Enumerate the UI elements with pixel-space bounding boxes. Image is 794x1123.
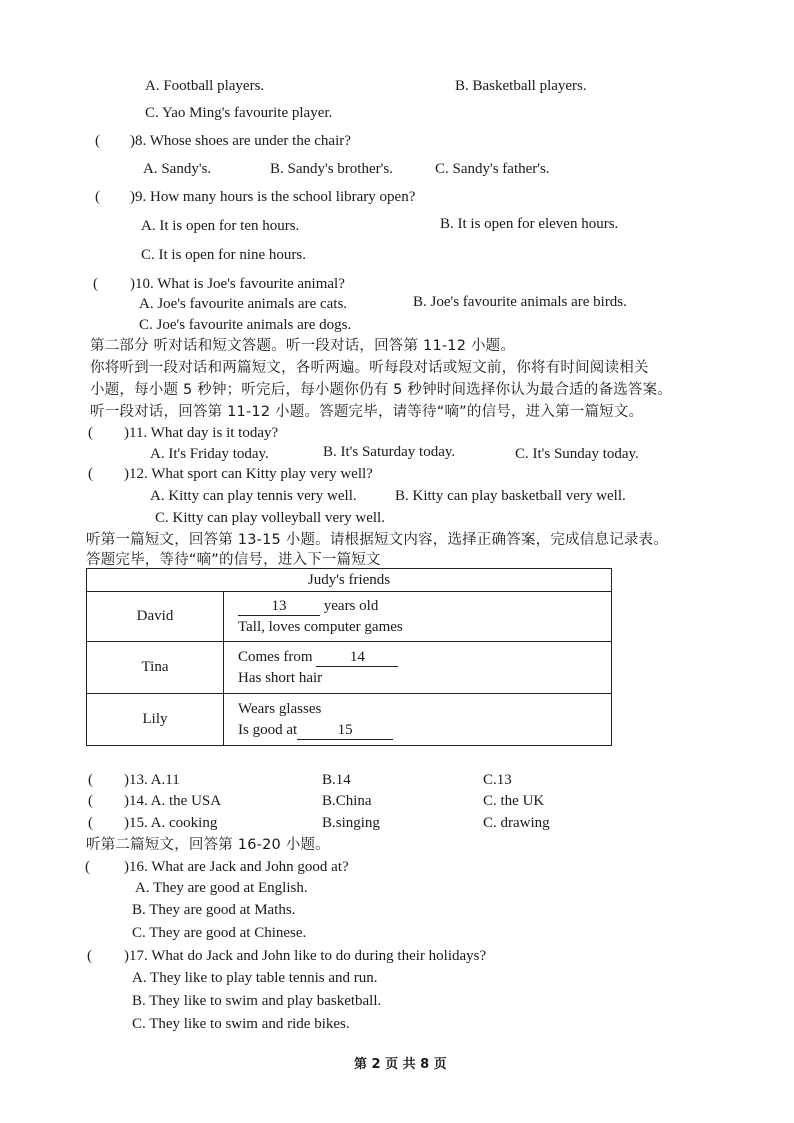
question-14: )14. A. the USA [124,793,222,809]
option-7b: B. Basketball players. [455,78,587,94]
friend-info [224,592,612,642]
option-16c: C. They are good at Chinese. [132,925,307,941]
option-7a: A. Football players. [145,78,265,94]
info-record-table [86,568,612,746]
question-12: )12. What sport can Kitty play very well? [124,466,373,482]
friend-info [224,642,612,694]
option-17b: B. They like to swim and play basketball. [132,993,382,1009]
answer-bracket-9[interactable]: ( [95,189,100,205]
part2-heading: 第二部分 听对话和短文答题。听一段对话，回答第 11-12 小题。 [90,338,516,354]
page-number: 第 2 页 共 8 页 [354,1057,447,1072]
option-16b: B. They are good at Maths. [132,902,296,918]
passage2-instruction: 听第二篇短文，回答第 16-20 小题。 [86,837,330,853]
option-10c: C. Joe's favourite animals are dogs. [139,317,352,333]
table-row [87,694,612,746]
option-11a: A. It's Friday today. [150,446,269,462]
option-13c: C.13 [483,772,512,788]
option-12a: A. Kitty can play tennis very well. [150,488,357,504]
option-14c: C. the UK [483,793,545,809]
question-9: )9. How many hours is the school library open? [130,189,416,205]
option-17c: C. They like to swim and ride bikes. [132,1016,350,1032]
info-text: Tall, loves computer games [238,618,403,635]
question-15: )15. A. cooking [124,815,218,831]
part2-instruction-2: 小题，每小题 5 秒钟；听完后，每小题你仍有 5 秒钟时间选择你认为最合适的备选答案。 [90,382,672,398]
answer-bracket-11[interactable]: ( [88,425,93,441]
part2-instruction-3: 听一段对话，回答第 11-12 小题。答题完毕，请等待“嘀”的信号，进入第一篇短文。 [90,404,644,420]
option-8b: B. Sandy's brother's. [270,161,393,177]
answer-bracket-13[interactable]: ( [88,772,93,788]
passage1-instruction-1: 听第一篇短文，回答第 13-15 小题。请根据短文内容，选择正确答案，完成信息记录表。 [86,532,668,548]
info-text: years old [323,597,379,614]
option-9b: B. It is open for eleven hours. [440,216,619,232]
question-8: )8. Whose shoes are under the chair? [130,133,351,149]
option-10b: B. Joe's favourite animals are birds. [413,294,627,310]
question-11: )11. What day is it today? [124,425,279,441]
option-15b: B.singing [322,815,380,831]
answer-blank-13[interactable]: 13 [238,598,320,616]
option-13b: B.14 [322,772,351,788]
option-8a: A. Sandy's. [143,161,212,177]
option-16a: A. They are good at English. [135,880,308,896]
table-title: Judy's friends [87,569,612,592]
answer-bracket-16[interactable]: ( [85,859,90,875]
part2-instruction-1: 你将听到一段对话和两篇短文，各听两遍。听每段对话或短文前，你将有时间阅读相关 [90,360,649,376]
table-row [87,592,612,642]
friend-info [224,694,612,746]
option-14b: B.China [322,793,372,809]
option-7c: C. Yao Ming's favourite player. [145,105,333,121]
question-13: )13. A.11 [124,772,180,788]
option-12c: C. Kitty can play volleyball very well. [155,510,385,526]
friend-name: David [87,592,224,642]
info-text: Is good at [238,721,298,738]
info-text: Wears glasses [238,700,322,717]
question-16: )16. What are Jack and John good at? [124,859,349,875]
option-12b: B. Kitty can play basketball very well. [395,488,626,504]
info-text: Comes from [238,648,313,665]
option-11b: B. It's Saturday today. [323,444,456,460]
info-text: Has short hair [238,669,323,686]
option-9c: C. It is open for nine hours. [141,247,306,263]
option-17a: A. They like to play table tennis and run. [132,970,378,986]
option-15c: C. drawing [483,815,550,831]
question-10: )10. What is Joe's favourite animal? [130,276,345,292]
answer-blank-15[interactable]: 15 [297,722,393,740]
answer-bracket-12[interactable]: ( [88,466,93,482]
answer-blank-14[interactable]: 14 [316,649,398,667]
option-11c: C. It's Sunday today. [515,446,639,462]
question-17: )17. What do Jack and John like to do during their holidays? [124,948,487,964]
answer-bracket-14[interactable]: ( [88,793,93,809]
option-10a: A. Joe's favourite animals are cats. [139,296,348,312]
answer-bracket-17[interactable]: ( [87,948,92,964]
answer-bracket-8[interactable]: ( [95,133,100,149]
option-8c: C. Sandy's father's. [435,161,550,177]
option-9a: A. It is open for ten hours. [141,218,300,234]
passage1-instruction-2: 答题完毕，等待“嘀”的信号，进入下一篇短文 [86,552,381,568]
friend-name: Tina [87,642,224,694]
answer-bracket-15[interactable]: ( [88,815,93,831]
friend-name: Lily [87,694,224,746]
answer-bracket-10[interactable]: ( [93,276,98,292]
table-row [87,642,612,694]
